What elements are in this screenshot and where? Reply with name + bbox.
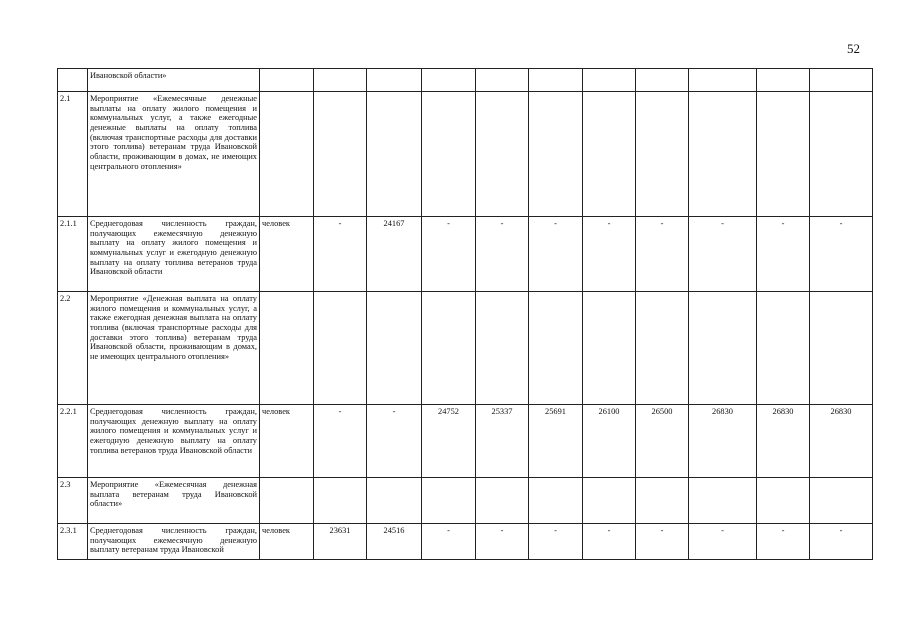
- value-cell: [810, 292, 873, 405]
- value-cell: [422, 292, 476, 405]
- value-cell: [314, 478, 367, 524]
- value-cell: -: [689, 217, 757, 292]
- value-cell: [689, 92, 757, 217]
- value-cell: [636, 292, 689, 405]
- value-cell: -: [529, 217, 583, 292]
- indicator-description-cell: Ивановской области»: [88, 69, 260, 92]
- value-cell: [422, 478, 476, 524]
- row-number-cell: [58, 69, 88, 92]
- value-cell: [636, 92, 689, 217]
- table-row: [58, 478, 873, 524]
- value-cell: [529, 292, 583, 405]
- value-cell: [757, 292, 810, 405]
- value-cell: [757, 92, 810, 217]
- table-row: [58, 92, 873, 217]
- value-cell: -: [757, 217, 810, 292]
- table-body: [58, 69, 873, 560]
- value-cell: [476, 92, 529, 217]
- value-cell: -: [810, 524, 873, 560]
- value-cell: 25691: [529, 405, 583, 478]
- value-cell: -: [422, 217, 476, 292]
- value-cell: [810, 69, 873, 92]
- indicator-description-cell: Среднегодовая численность граждан, получающих ежемесячную денежную выплату на оплату жилого помещения и коммунальных услуг и ежегодную денежную выплату на оплату топлива ветеранов труда Ивановской области: [88, 217, 260, 292]
- value-cell: [689, 69, 757, 92]
- indicator-description-cell: Среднегодовая численность граждан, получающих ежемесячную денежную выплату ветеранам труда Ивановской: [88, 524, 260, 560]
- value-cell: [367, 69, 422, 92]
- value-cell: -: [367, 405, 422, 478]
- unit-cell: [260, 69, 314, 92]
- table-row: [58, 69, 873, 92]
- value-cell: 23631: [314, 524, 367, 560]
- indicators-table: [57, 68, 873, 560]
- indicator-description-cell: Мероприятие «Денежная выплата на оплату жилого помещения и коммунальных услуг, а также ежегодная денежная выплата на оплату топлива (включая транспортные расходы для доставки этого топлива) ветеранам труда Ивановской области, проживающим в домах, не имеющих центрального отопления»: [88, 292, 260, 405]
- value-cell: -: [636, 217, 689, 292]
- value-cell: 26500: [636, 405, 689, 478]
- value-cell: [367, 92, 422, 217]
- table-row: [58, 524, 873, 560]
- table-row: [58, 217, 873, 292]
- value-cell: [810, 478, 873, 524]
- unit-cell: человек: [260, 217, 314, 292]
- indicator-description-cell: Мероприятие «Ежемесячная денежная выплата ветеранам труда Ивановской области»: [88, 478, 260, 524]
- value-cell: -: [583, 217, 636, 292]
- unit-cell: [260, 292, 314, 405]
- value-cell: [422, 92, 476, 217]
- value-cell: -: [689, 524, 757, 560]
- page-number: 52: [847, 41, 860, 56]
- row-number-cell: 2.2: [58, 292, 88, 405]
- unit-cell: человек: [260, 405, 314, 478]
- value-cell: [314, 292, 367, 405]
- value-cell: [689, 292, 757, 405]
- table-row: [58, 405, 873, 478]
- value-cell: [529, 478, 583, 524]
- value-cell: 24516: [367, 524, 422, 560]
- value-cell: [757, 69, 810, 92]
- row-number-cell: 2.1: [58, 92, 88, 217]
- value-cell: [583, 92, 636, 217]
- value-cell: [476, 69, 529, 92]
- unit-cell: человек: [260, 524, 314, 560]
- value-cell: 26100: [583, 405, 636, 478]
- value-cell: [476, 478, 529, 524]
- value-cell: [422, 69, 476, 92]
- value-cell: [583, 292, 636, 405]
- value-cell: -: [422, 524, 476, 560]
- row-number-cell: 2.2.1: [58, 405, 88, 478]
- value-cell: -: [529, 524, 583, 560]
- value-cell: -: [314, 217, 367, 292]
- value-cell: [810, 92, 873, 217]
- value-cell: [367, 478, 422, 524]
- value-cell: -: [810, 217, 873, 292]
- table-row: [58, 292, 873, 405]
- value-cell: [636, 69, 689, 92]
- value-cell: [314, 69, 367, 92]
- value-cell: [314, 92, 367, 217]
- value-cell: -: [757, 524, 810, 560]
- value-cell: [529, 92, 583, 217]
- indicator-description-cell: Среднегодовая численность граждан, получающих денежную выплату на оплату жилого помещения и коммунальных услуг и ежегодную денежную выплату на оплату топлива ветеранов труда Ивановской области: [88, 405, 260, 478]
- value-cell: [689, 478, 757, 524]
- value-cell: -: [476, 524, 529, 560]
- value-cell: [757, 478, 810, 524]
- value-cell: [583, 478, 636, 524]
- row-number-cell: 2.1.1: [58, 217, 88, 292]
- value-cell: 25337: [476, 405, 529, 478]
- value-cell: [636, 478, 689, 524]
- value-cell: [529, 69, 583, 92]
- value-cell: 24167: [367, 217, 422, 292]
- value-cell: [583, 69, 636, 92]
- value-cell: [476, 292, 529, 405]
- row-number-cell: 2.3: [58, 478, 88, 524]
- indicator-description-cell: Мероприятие «Ежемесячные денежные выплаты на оплату жилого помещения и коммунальных услуг, а также ежегодные денежные выплаты на оплату топлива (включая транспортные расходы для доставки этого топлива) ветеранам труда Ивановской области, проживающим в домах, не имеющих центрального отопления»: [88, 92, 260, 217]
- value-cell: [367, 292, 422, 405]
- value-cell: -: [314, 405, 367, 478]
- value-cell: -: [636, 524, 689, 560]
- value-cell: -: [583, 524, 636, 560]
- row-number-cell: 2.3.1: [58, 524, 88, 560]
- value-cell: 26830: [810, 405, 873, 478]
- value-cell: 24752: [422, 405, 476, 478]
- value-cell: -: [476, 217, 529, 292]
- unit-cell: [260, 92, 314, 217]
- value-cell: 26830: [757, 405, 810, 478]
- value-cell: 26830: [689, 405, 757, 478]
- unit-cell: [260, 478, 314, 524]
